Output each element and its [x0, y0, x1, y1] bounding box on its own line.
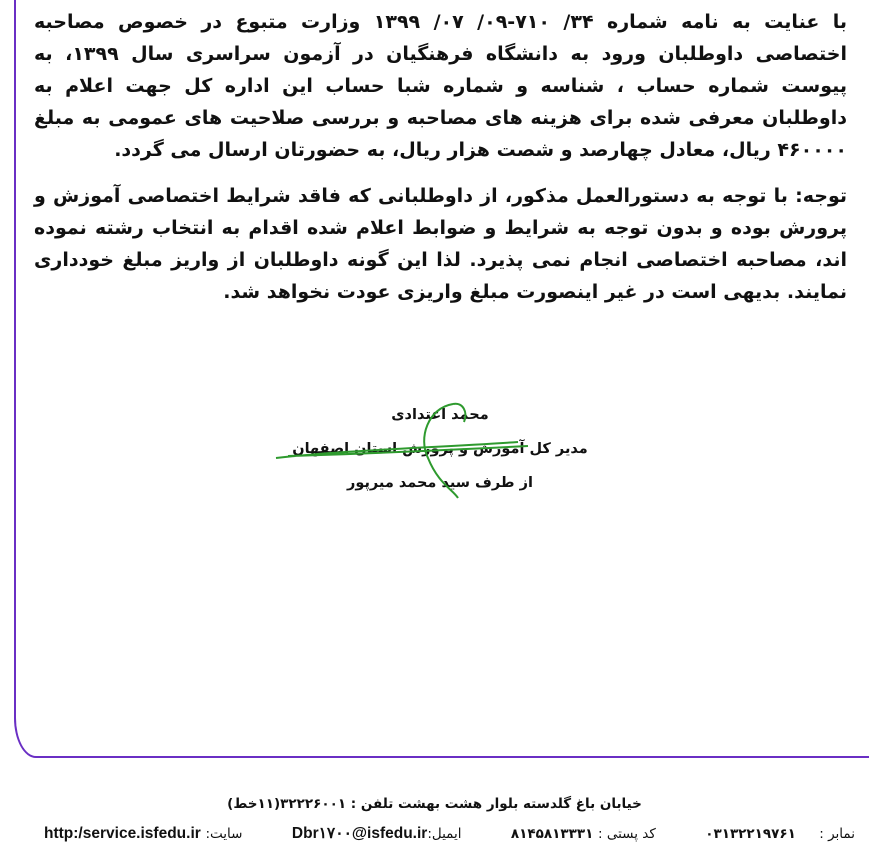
fax-info [705, 826, 855, 842]
fax-value: ۰۳۱۳۲۲۱۹۷۶۱ [705, 826, 796, 842]
postal-value: ۸۱۴۵۸۱۳۳۳۱ [510, 826, 594, 842]
website-link[interactable]: http:/service.isfedu.ir [44, 825, 201, 842]
letter-paragraph-note: توجه: با توجه به دستورالعمل مذکور، از داوطلبانی که فاقد شرایط اختصاصی آموزش و پرورش بوده و بدون توجه به شرایط و ضوابط اعلام شده اقدام به انتخاب رشته نموده اند، مصاحبه اختصاصی انجام نمی پذیرد. لذا این گونه داوطلبان از واریز مبلغ خودداری نمایند. بدیهی است در غیر اینصورت مبلغ واریزی عودت نخواهد شد. [34, 185, 847, 303]
postal-label: کد پستی : [598, 826, 656, 842]
site-info [44, 825, 242, 843]
signatory-name: محمد اعتدادی [391, 407, 489, 423]
signature-block [270, 398, 610, 500]
email-link[interactable]: Dbr۱۷۰۰@isfedu.ir [291, 825, 428, 842]
email-info [292, 824, 462, 843]
postal-info [511, 826, 656, 842]
fax-label: نمابر : [819, 826, 855, 842]
signatory-on-behalf: از طرف سید محمد میرپور [347, 475, 533, 491]
site-label: سایت: [205, 826, 243, 842]
letter-paragraph-main: با عنایت به نامه شماره ۳۴/ ۷۱۰-۰۹/ ۰۷/ ۱۳۹۹ وزارت متبوع در خصوص مصاحبه اختصاصی داوطلبان ورود به دانشگاه فرهنگیان در آزمون سراسری سال ۱۳۹۹، به پیوست شماره حساب ، شناسه و شماره شبا حساب این اداره کل جهت اعلام به داوطلبان معرفی شده برای هزینه های مصاحبه و بررسی صلاحیت های عمومی به مبلغ ۴۶۰۰۰۰ ریال، معادل چهارصد و شصت هزار ریال، به حضورتان ارسال می گردد. [34, 11, 847, 161]
letter-body [34, 6, 847, 308]
footer-address: خیابان باغ گلدسته بلوار هشت بهشت تلفن : ۳۲۲۲۶۰۰۱(۱۱خط) [227, 796, 642, 812]
footer-contacts [44, 824, 855, 843]
signatory-title: مدیر کل آموزش و پرورش استان اصفهان [292, 441, 588, 457]
email-label: ایمیل: [427, 826, 462, 842]
